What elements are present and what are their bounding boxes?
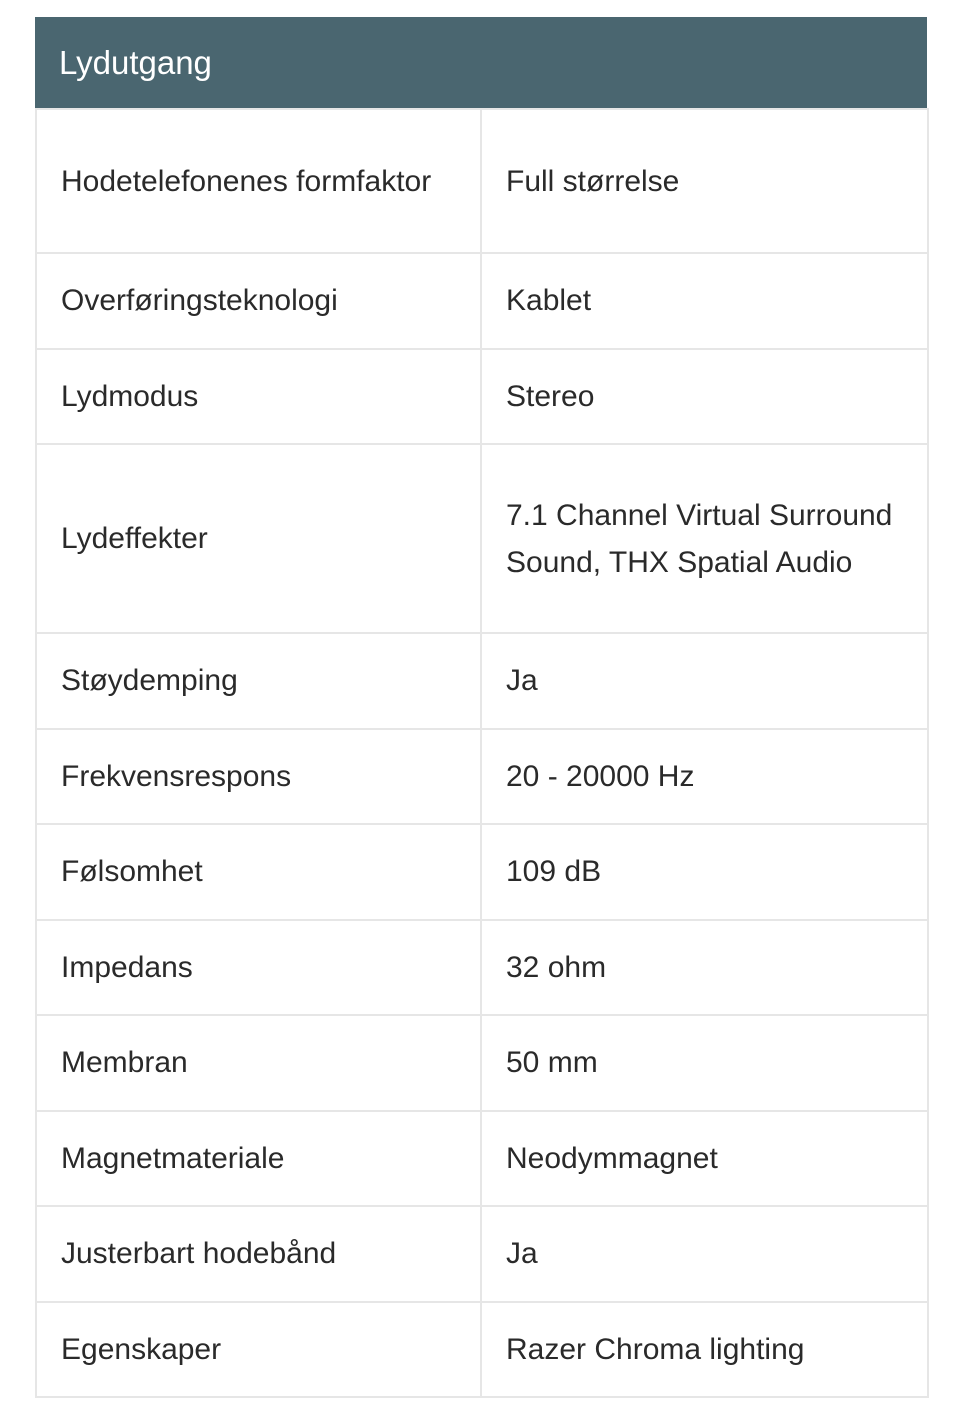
spec-label: Justerbart hodebånd (36, 1206, 481, 1302)
section-header: Lydutgang (35, 17, 927, 108)
spec-label: Lydeffekter (36, 444, 481, 633)
spec-label: Hodetelefonenes formfaktor (36, 109, 481, 253)
spec-value: Ja (481, 1206, 928, 1302)
spec-panel (35, 17, 927, 1398)
spec-value: 50 mm (481, 1015, 928, 1111)
spec-label: Overføringsteknologi (36, 253, 481, 349)
table-row (36, 349, 928, 445)
table-row (36, 109, 928, 253)
spec-table (35, 108, 929, 1398)
spec-value: Stereo (481, 349, 928, 445)
table-row (36, 1302, 928, 1398)
table-row (36, 253, 928, 349)
spec-label: Støydemping (36, 633, 481, 729)
table-row (36, 633, 928, 729)
table-row (36, 729, 928, 825)
spec-value: 109 dB (481, 824, 928, 920)
spec-label: Impedans (36, 920, 481, 1016)
spec-value: Ja (481, 633, 928, 729)
spec-label: Frekvensrespons (36, 729, 481, 825)
spec-label: Egenskaper (36, 1302, 481, 1398)
spec-value: Full størrelse (481, 109, 928, 253)
spec-label: Membran (36, 1015, 481, 1111)
spec-label: Følsomhet (36, 824, 481, 920)
spec-label: Lydmodus (36, 349, 481, 445)
spec-value: 7.1 Channel Virtual Surround Sound, THX Spatial Audio (481, 444, 928, 633)
table-row (36, 1206, 928, 1302)
spec-value: Kablet (481, 253, 928, 349)
table-row (36, 444, 928, 633)
table-row (36, 1111, 928, 1207)
spec-value: Razer Chroma lighting (481, 1302, 928, 1398)
table-row (36, 824, 928, 920)
table-row (36, 920, 928, 1016)
spec-label: Magnetmateriale (36, 1111, 481, 1207)
table-row (36, 1015, 928, 1111)
spec-value: 32 ohm (481, 920, 928, 1016)
spec-value: 20 - 20000 Hz (481, 729, 928, 825)
spec-value: Neodymmagnet (481, 1111, 928, 1207)
